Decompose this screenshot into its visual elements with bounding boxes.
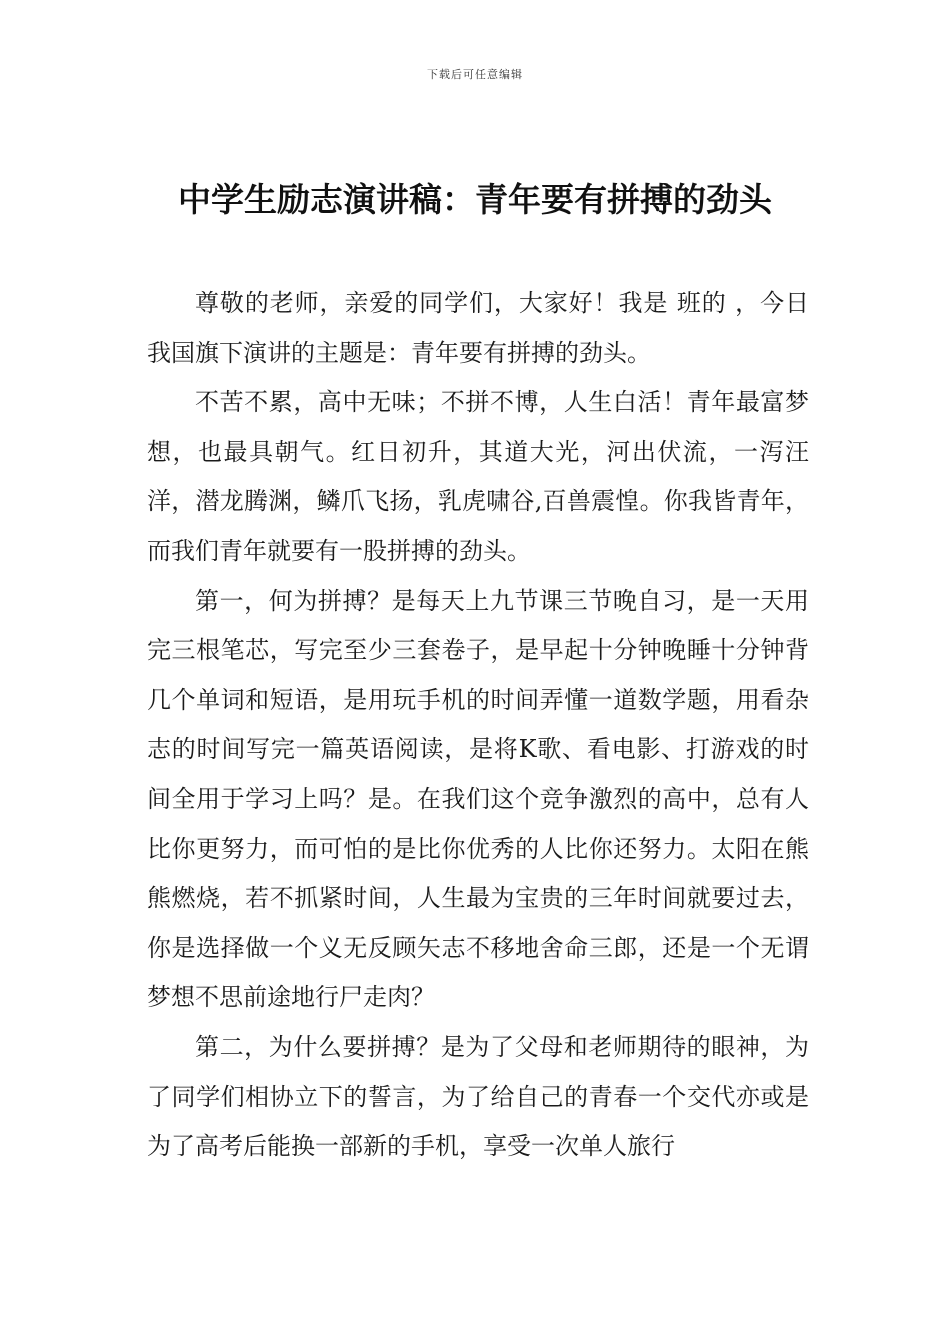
document-title: 中学生励志演讲稿：青年要有拼搏的劲头 [178, 180, 772, 219]
paragraph-greeting: 尊敬的老师，亲爱的同学们，大家好！我是 班的 ，今日我国旗下演讲的主题是：青年要有拼搏的劲头。 [147, 289, 809, 367]
header-note: 下载后可任意编辑 [427, 68, 523, 81]
paragraph-intro: 不苦不累，高中无味；不拼不博，人生白活！青年最富梦想，也最具朝气。红日初升，其道大光，河出伏流，一泻汪洋，潜龙腾渊，鳞爪飞扬，乳虎啸谷,百兽震惶。你我皆青年，而我们青年就要有一股拼搏的劲头。 [147, 388, 809, 565]
paragraph-second-point: 第二，为什么要拼搏？是为了父母和老师期待的眼神，为了同学们相协立下的誓言，为了给自己的青春一个交代亦或是为了高考后能换一部新的手机，享受一次单人旅行 [147, 1032, 809, 1161]
paragraph-first-point: 第一，何为拼搏？是每天上九节课三节晚自习，是一天用完三根笔芯，写完至少三套卷子，是早起十分钟晚睡十分钟背几个单词和短语，是用玩手机的时间弄懂一道数学题，用看杂志的时间写完一篇英语阅读，是将K歌、看电影、打游戏的时间全用于学习上吗？是。在我们这个竞争激烈的高中，总有人比你更努力，而可怕的是比你优秀的人比你还努力。太阳在熊熊燃烧，若不抓紧时间，人生最为宝贵的三年时间就要过去，你是选择做一个义无反顾矢志不移地舍命三郎，还是一个无谓梦想不思前途地行尸走肉？ [147, 586, 809, 1012]
document-body [147, 279, 809, 1172]
